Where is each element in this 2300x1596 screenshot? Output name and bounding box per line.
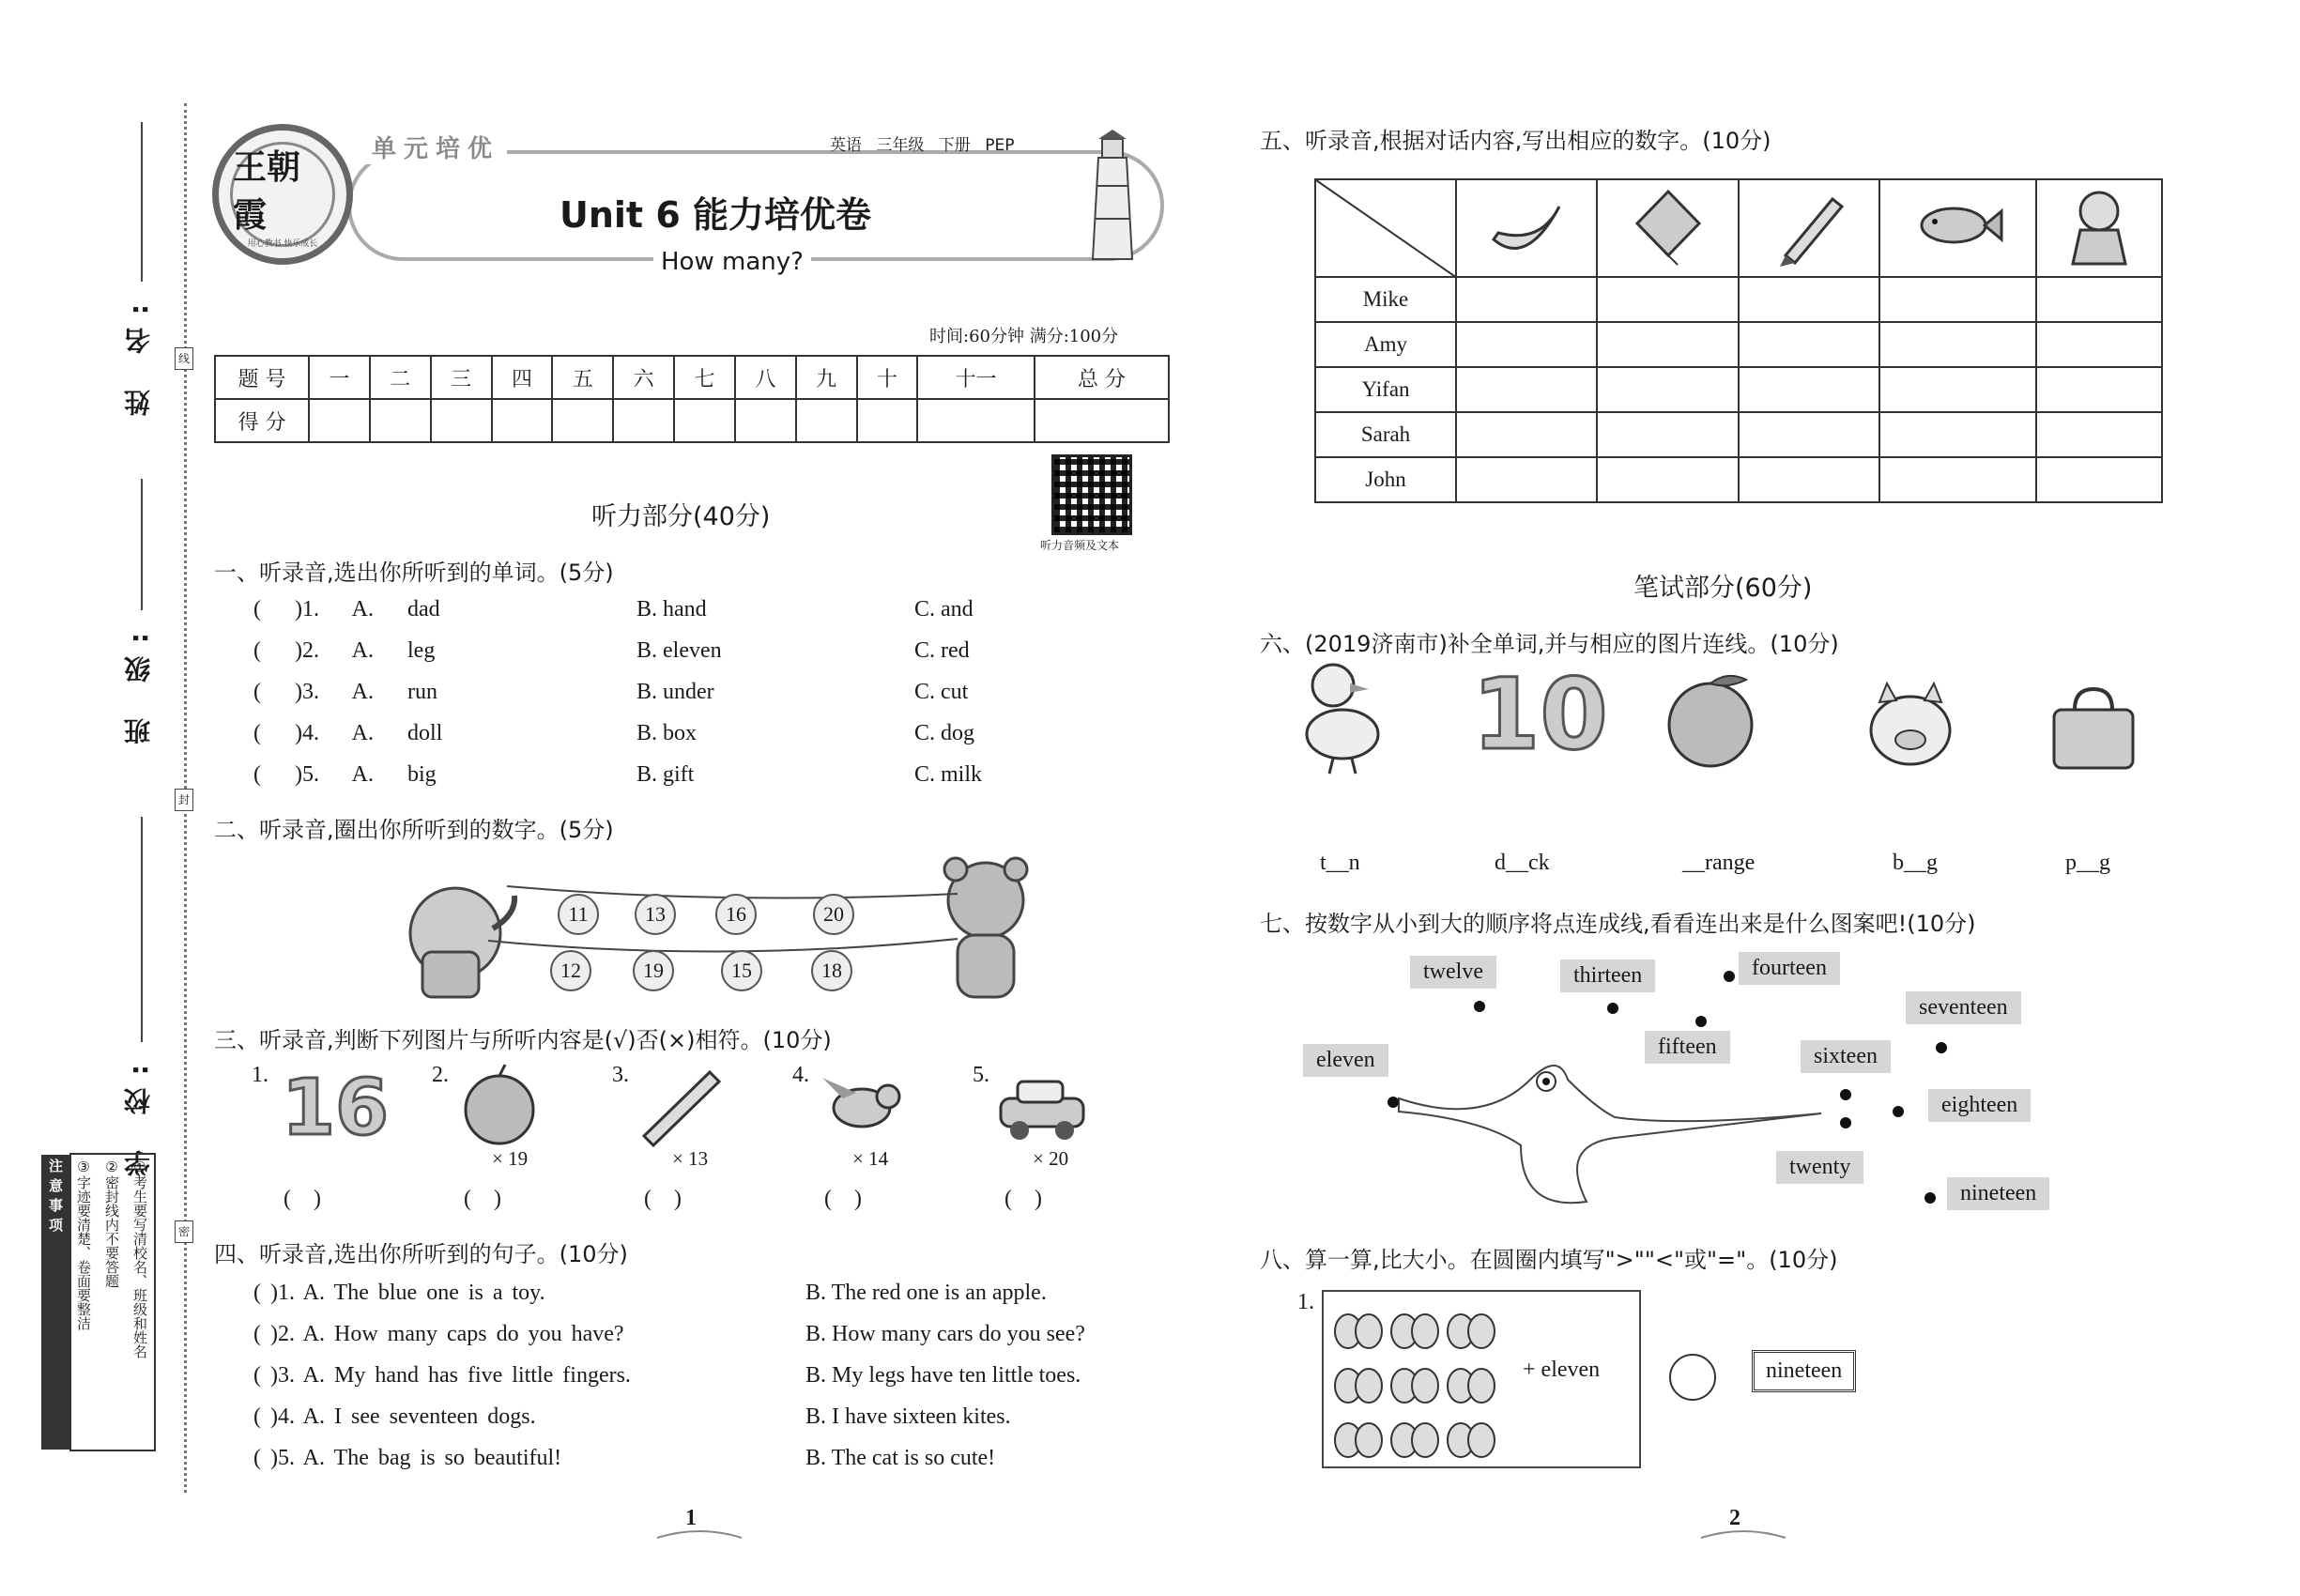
score-header-cell: 十一 xyxy=(917,356,1034,399)
q4-option-a: ( )3. A. My hand has five little fingers. xyxy=(253,1363,631,1388)
pear-icon xyxy=(1391,1314,1438,1348)
connect-dot[interactable] xyxy=(1695,1016,1707,1027)
q1-title: 一、听录音,选出你所听到的单词。(5分) xyxy=(214,560,614,586)
plus-eleven-text: + eleven xyxy=(1523,1358,1601,1382)
q6-word-blank[interactable]: __range xyxy=(1682,851,1756,875)
connect-dot[interactable] xyxy=(1840,1089,1851,1100)
number-ten-picture: 10 xyxy=(1472,657,1608,772)
q1-option-b: B. gift xyxy=(636,762,695,787)
q3-answer-bracket[interactable]: ( ) xyxy=(284,1187,321,1211)
q6-title: 六、(2019济南市)补全单词,并与相应的图片连线。(10分) xyxy=(1260,631,1839,657)
q5-answer-cell[interactable] xyxy=(1597,412,1738,457)
series-tag: 单元培优 xyxy=(364,130,507,164)
pencil-icon xyxy=(1767,186,1851,265)
score-input-cell[interactable] xyxy=(309,399,370,442)
score-header-cell: 九 xyxy=(796,356,857,399)
q5-name-cell: John xyxy=(1315,457,1456,502)
q3-answer-bracket[interactable]: ( ) xyxy=(644,1187,682,1211)
q1-option-b: B. box xyxy=(636,721,698,745)
q5-name-cell: Mike xyxy=(1315,277,1456,322)
q1-option-c: C. milk xyxy=(914,762,983,787)
q5-name-cell: Amy xyxy=(1315,322,1456,367)
q3-item-number: 2. xyxy=(432,1063,449,1087)
q4-option-a: ( )2. A. How many caps do you have? xyxy=(253,1322,624,1346)
score-header-cell: 四 xyxy=(492,356,553,399)
score-input-cell[interactable] xyxy=(613,399,674,442)
pig-icon xyxy=(1859,674,1962,777)
q5-col-banana xyxy=(1456,179,1597,277)
score-header-cell: 十 xyxy=(857,356,918,399)
apple-icon xyxy=(454,1061,558,1155)
nineteen-tag: nineteen xyxy=(1752,1350,1856,1392)
q3-caption: × 20 xyxy=(1033,1147,1069,1170)
q5-answer-cell[interactable] xyxy=(2036,277,2162,322)
number-ball[interactable]: 19 xyxy=(633,950,674,991)
page-number-1: 1 xyxy=(685,1506,697,1530)
number-ball[interactable]: 16 xyxy=(715,894,757,935)
q5-name-cell: Sarah xyxy=(1315,412,1456,457)
q1-option-a: ( )1. A. dad xyxy=(253,597,440,622)
q6-word-blank[interactable]: b__g xyxy=(1893,851,1938,875)
q5-title: 五、听录音,根据对话内容,写出相应的数字。(10分) xyxy=(1260,128,1771,154)
q5-table xyxy=(1314,178,2163,503)
number-ball[interactable]: 18 xyxy=(811,950,852,991)
q5-col-doll xyxy=(2036,179,2162,277)
connect-dot[interactable] xyxy=(1924,1192,1936,1204)
q5-col-pencil xyxy=(1739,179,1879,277)
name-label: 姓 名: xyxy=(123,291,154,416)
written-part-title: 笔试部分(60分) xyxy=(1633,574,1813,603)
q4-option-b: B. I have sixteen kites. xyxy=(805,1404,1011,1429)
connect-dot[interactable] xyxy=(1840,1117,1851,1128)
score-value-row xyxy=(215,399,1169,442)
q1-option-a: ( )2. A. leg xyxy=(253,638,436,663)
q3-caption: × 19 xyxy=(492,1147,529,1170)
q5-answer-cell[interactable] xyxy=(1456,277,1597,322)
q3-caption: × 13 xyxy=(672,1147,709,1170)
number-word-label: fourteen xyxy=(1739,952,1840,985)
time-score-info: 时间:60分钟 满分:100分 xyxy=(929,327,1119,346)
q5-answer-cell[interactable] xyxy=(1879,412,2036,457)
q5-answer-cell[interactable] xyxy=(1879,277,2036,322)
q5-answer-cell[interactable] xyxy=(1456,412,1597,457)
q1-option-c: C. and xyxy=(914,597,974,622)
banana-icon xyxy=(1484,188,1569,263)
16-icon xyxy=(274,1061,390,1155)
score-input-cell[interactable] xyxy=(674,399,735,442)
number-word-label: eighteen xyxy=(1928,1089,2031,1122)
q5-corner-cell xyxy=(1315,179,1456,277)
q5-row xyxy=(1315,367,2162,412)
duck-icon xyxy=(1296,657,1389,779)
q3-answer-bracket[interactable]: ( ) xyxy=(824,1187,862,1211)
q5-answer-cell[interactable] xyxy=(1879,457,2036,502)
worm-outline xyxy=(1371,1051,1859,1211)
lighthouse-icon xyxy=(1080,130,1145,261)
score-header-cell: 一 xyxy=(309,356,370,399)
q3-title: 三、听录音,判断下列图片与所听内容是(√)否(×)相符。(10分) xyxy=(214,1027,832,1053)
q5-answer-cell[interactable] xyxy=(1597,277,1738,322)
q4-option-b: B. The red one is an apple. xyxy=(805,1281,1047,1305)
number-ball[interactable]: 12 xyxy=(550,950,591,991)
score-input-cell[interactable] xyxy=(552,399,613,442)
q5-row xyxy=(1315,322,2162,367)
number-word-label: sixteen xyxy=(1801,1040,1891,1073)
score-input-cell[interactable] xyxy=(857,399,918,442)
score-input-cell[interactable] xyxy=(917,399,1034,442)
connect-dot[interactable] xyxy=(1607,1003,1618,1014)
pears-box xyxy=(1322,1290,1641,1468)
q4-option-a: ( )5. A. The bag is so beautiful! xyxy=(253,1446,562,1470)
connect-dot[interactable] xyxy=(1474,1001,1485,1012)
svg-text:16: 16 xyxy=(282,1064,390,1153)
q6-word-blank[interactable]: p__g xyxy=(2065,851,2110,875)
q4-title: 四、听录音,选出你所听到的句子。(10分) xyxy=(214,1241,628,1267)
q1-option-b: B. under xyxy=(636,680,714,704)
brand-sub: 用心教书 快乐成长 xyxy=(247,238,318,249)
q1-option-c: C. dog xyxy=(914,721,975,745)
score-input-cell[interactable] xyxy=(796,399,857,442)
q4-option-b: B. My legs have ten little toes. xyxy=(805,1363,1081,1388)
pear-icon xyxy=(1448,1314,1495,1348)
notice-item-2: ②密封线内不要答题 xyxy=(103,1159,120,1288)
qr-code[interactable] xyxy=(1051,454,1132,535)
score-header-cell: 八 xyxy=(735,356,796,399)
score-header-cell: 五 xyxy=(552,356,613,399)
q5-answer-cell[interactable] xyxy=(1456,367,1597,412)
score-header-cell: 二 xyxy=(370,356,431,399)
score-input-cell[interactable] xyxy=(431,399,492,442)
q5-answer-cell[interactable] xyxy=(1879,367,2036,412)
school-label: 学 校: xyxy=(123,1051,154,1176)
q1-option-b: B. eleven xyxy=(636,638,722,663)
pears-illustration xyxy=(1333,1297,1521,1466)
bird-icon xyxy=(815,1061,918,1155)
brand-logo xyxy=(212,124,353,265)
pen-icon xyxy=(635,1061,738,1155)
q5-answer-cell[interactable] xyxy=(1739,277,1879,322)
school-line xyxy=(141,817,143,1042)
number-ball[interactable]: 11 xyxy=(558,894,599,935)
q5-answer-cell[interactable] xyxy=(2036,457,2162,502)
seal-char-secret: 密 xyxy=(175,1220,193,1243)
page-number-2-ornament xyxy=(1701,1528,1786,1540)
q5-answer-cell[interactable] xyxy=(1597,457,1738,502)
number-ball[interactable]: 15 xyxy=(721,950,762,991)
page-subtitle: How many? xyxy=(653,248,811,276)
pear-icon xyxy=(1335,1314,1382,1348)
pear-icon xyxy=(1391,1369,1438,1403)
number-word-label: twelve xyxy=(1410,956,1496,989)
q3-caption: × 14 xyxy=(852,1147,889,1170)
score-header-cell: 七 xyxy=(674,356,735,399)
q1-option-a: ( )5. A. big xyxy=(253,762,437,787)
bag-icon xyxy=(2047,682,2140,775)
q5-row xyxy=(1315,277,2162,322)
number-ball[interactable]: 20 xyxy=(813,894,854,935)
q6-word-blank[interactable]: t__n xyxy=(1320,851,1360,875)
name-line xyxy=(141,122,143,282)
q5-answer-cell[interactable] xyxy=(1739,412,1879,457)
number-word-label: twenty xyxy=(1776,1151,1863,1184)
pear-icon xyxy=(1335,1423,1382,1457)
q6-word-blank[interactable]: d__ck xyxy=(1495,851,1550,875)
notice-item-3: ③字迹要清楚、卷面要整洁 xyxy=(75,1159,92,1330)
q3-answer-bracket[interactable]: ( ) xyxy=(464,1187,501,1211)
number-word-label: nineteen xyxy=(1947,1177,2049,1210)
score-header-cell: 题 号 xyxy=(215,356,309,399)
q5-row xyxy=(1315,457,2162,502)
score-header-cell: 六 xyxy=(613,356,674,399)
seal-char-line: 线 xyxy=(175,347,193,370)
q3-item-number: 3. xyxy=(612,1063,629,1087)
q1-option-a: ( )4. A. doll xyxy=(253,721,443,745)
book-meta: 英语 三年级 下册 PEP xyxy=(830,136,1015,155)
q3-answer-bracket[interactable]: ( ) xyxy=(1004,1187,1042,1211)
notice-box xyxy=(47,1153,156,1451)
q2-title: 二、听录音,圈出你所听到的数字。(5分) xyxy=(214,817,614,843)
q5-answer-cell[interactable] xyxy=(1456,457,1597,502)
q5-answer-cell[interactable] xyxy=(1739,322,1879,367)
number-word-label: fifteen xyxy=(1645,1031,1730,1064)
score-label-cell: 得 分 xyxy=(215,399,309,442)
number-ball[interactable]: 13 xyxy=(635,894,676,935)
pear-icon xyxy=(1448,1369,1495,1403)
score-header-cell: 三 xyxy=(431,356,492,399)
q5-col-kite xyxy=(1597,179,1738,277)
doll-icon xyxy=(2062,185,2137,266)
pear-icon xyxy=(1448,1423,1495,1457)
q5-answer-cell[interactable] xyxy=(1456,322,1597,367)
pear-icon xyxy=(1335,1369,1382,1403)
number-word-label: eleven xyxy=(1303,1044,1388,1077)
score-table xyxy=(214,355,1170,443)
page-title: Unit 6 能力培优卷 xyxy=(560,194,871,236)
q4-option-b: B. The cat is so cute! xyxy=(805,1446,996,1470)
q8-item-number: 1. xyxy=(1297,1290,1314,1314)
q7-title: 七、按数字从小到大的顺序将点连成线,看看连出来是什么图案吧!(10分) xyxy=(1260,911,1976,937)
score-input-cell[interactable] xyxy=(735,399,796,442)
q5-answer-cell[interactable] xyxy=(2036,367,2162,412)
q5-answer-cell[interactable] xyxy=(1739,367,1879,412)
connect-dot[interactable] xyxy=(1936,1042,1947,1053)
q5-answer-cell[interactable] xyxy=(1597,322,1738,367)
connect-dot[interactable] xyxy=(1388,1097,1399,1108)
class-label: 班 级: xyxy=(123,620,154,744)
score-input-cell[interactable] xyxy=(1035,399,1169,442)
q4-option-a: ( )4. A. I see seventeen dogs. xyxy=(253,1404,536,1429)
score-input-cell[interactable] xyxy=(492,399,553,442)
q5-answer-cell[interactable] xyxy=(2036,322,2162,367)
q1-option-c: C. red xyxy=(914,638,970,663)
q5-answer-cell[interactable] xyxy=(1739,457,1879,502)
page-number-1-ornament xyxy=(657,1528,742,1540)
q3-item-number: 5. xyxy=(973,1063,989,1087)
connect-dot[interactable] xyxy=(1724,971,1735,982)
pear-icon xyxy=(1391,1423,1438,1457)
q3-item-number: 4. xyxy=(792,1063,809,1087)
numbers-string-illustration xyxy=(404,858,1042,1008)
class-line xyxy=(141,479,143,610)
fish-icon xyxy=(1911,192,2005,258)
q4-option-a: ( )1. A. The blue one is a toy. xyxy=(253,1281,545,1305)
score-header-cell: 总 分 xyxy=(1035,356,1169,399)
connect-dot[interactable] xyxy=(1893,1106,1904,1117)
car-icon xyxy=(995,1061,1098,1155)
seal-char-seal: 封 xyxy=(175,789,193,811)
q5-answer-cell[interactable] xyxy=(1597,367,1738,412)
page-number-2: 2 xyxy=(1729,1506,1740,1530)
q5-row xyxy=(1315,412,2162,457)
score-input-cell[interactable] xyxy=(370,399,431,442)
q5-answer-cell[interactable] xyxy=(2036,412,2162,457)
q5-name-cell: Yifan xyxy=(1315,367,1456,412)
orange-icon xyxy=(1662,670,1765,774)
notice-head: 注意事项 xyxy=(41,1155,69,1450)
number-word-label: thirteen xyxy=(1560,959,1655,992)
q1-option-b: B. hand xyxy=(636,597,707,622)
q4-option-b: B. How many cars do you see? xyxy=(805,1322,1085,1346)
notice-item-1: ①考生要写清校名、班级和姓名 xyxy=(131,1159,148,1358)
q1-option-c: C. cut xyxy=(914,680,969,704)
kite-icon xyxy=(1626,186,1710,265)
qr-caption: 听力音频及文本 xyxy=(1040,539,1120,552)
q8-title: 八、算一算,比大小。在圆圈内填写">""<"或"="。(10分) xyxy=(1260,1247,1838,1273)
number-word-label: seventeen xyxy=(1906,991,2021,1024)
brand-name: 王朝霞 xyxy=(233,146,301,235)
compare-circle[interactable] xyxy=(1669,1354,1716,1401)
q3-item-number: 1. xyxy=(252,1063,268,1087)
q1-option-a: ( )3. A. run xyxy=(253,680,437,704)
q5-col-fish xyxy=(1879,179,2036,277)
listening-part-title: 听力部分(40分) xyxy=(591,502,771,531)
score-header-row xyxy=(215,356,1169,399)
q5-header-row xyxy=(1315,179,2162,277)
q5-answer-cell[interactable] xyxy=(1879,322,2036,367)
